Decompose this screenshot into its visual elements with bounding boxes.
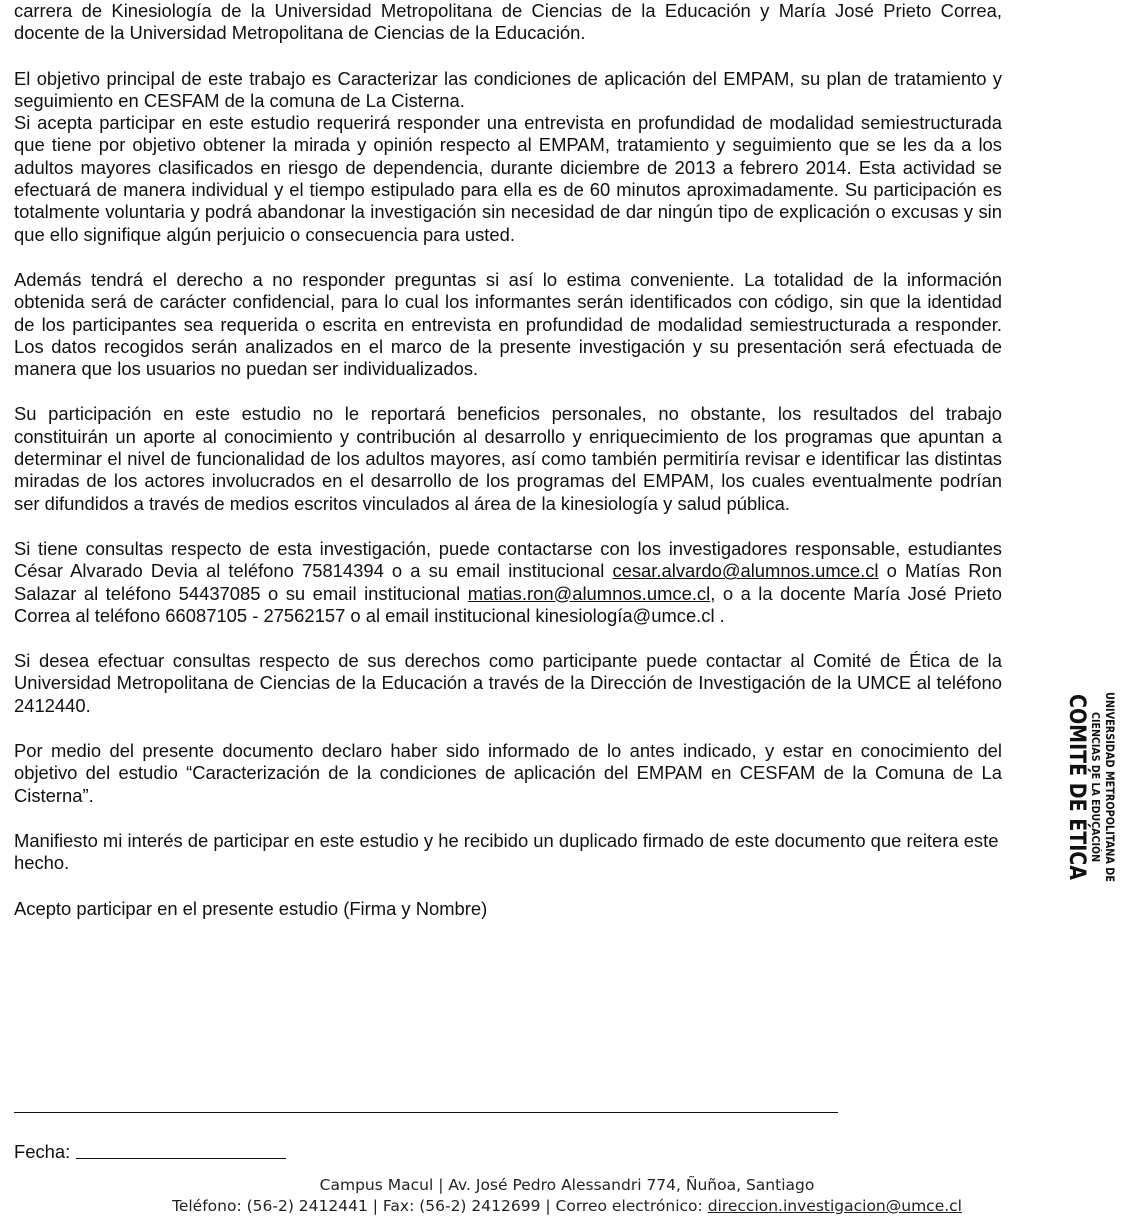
paragraph-interest: Manifiesto mi interés de participar en este estudio y he recibido un duplicado firmado de este documento que reitera este hecho. (14, 829, 999, 874)
paragraph-objective: El objetivo principal de este trabajo es Caracterizar las condiciones de aplicación del EMPAM, su plan de tratamiento y seguimiento en CESFAM de la comuna de La Cisterna. (14, 67, 1002, 111)
footer-contact-line (0, 1196, 1134, 1217)
paragraph-confidentiality: Además tendrá el derecho a no responder preguntas si así lo estima conveniente. La totalidad de la información obtenida será de carácter confidencial, para lo cual los informantes serán identificados con código, sin que la identidad de los participantes sea requerida o escrita en entrevista en profundidad de modalidad semiestructurada a responder. Los datos recogidos serán analizados en el marco de la presente investigación y su presentación será efectuada de manera que los usuarios no puedan ser individualizados. (14, 268, 1002, 380)
paragraph-participation: Si acepta participar en este estudio requerirá responder una entrevista en profundidad de modalidad semiestructurada que tiene por objetivo obtener la mirada y opinión respecto al EMPAM, tratamiento y seguimiento que se les da a los adultos mayores clasificados en riesgo de dependencia, durante diciembre de 2013 a febrero 2014. Esta actividad se efectuará de manera individual y el tiempo estipulado para ella es de 60 minutos aproximadamente. Su participación es totalmente voluntaria y podrá abandonar la investigación sin necesidad de dar ningún tipo de explicación o excusas y sin que ello signifique algún perjuicio o consecuencia para usted. (14, 112, 1002, 245)
document-body (14, 0, 1002, 943)
footer-address: Campus Macul | Av. José Pedro Alessandri 774, Ñuñoa, Santiago (319, 1176, 815, 1194)
stamp-line-university: UNIVERSIDAD METROPOLITANA DE (1103, 692, 1117, 885)
contact-text-1: Si tiene consultas respecto de esta investigación, puede contactarse con los investigadores responsable, estudiantes César Alvarado Devia al teléfono 75814394 o a su email institucional (14, 537, 1002, 582)
footer-email-link[interactable]: direccion.investigacion@umce.cl (707, 1197, 962, 1215)
stamp-line-committee: COMITÉ DE ÉTICA (1064, 694, 1089, 885)
paragraph-benefits: Su participación en este estudio no le reportará beneficios personales, no obstante, los resultados del trabajo constituirán un aporte al conocimiento y contribución al desarrollo y enriquecimiento de los programas que apuntan a determinar el nivel de funcionalidad de los adultos mayores, así como también permitiría revisar e identificar las distintas miradas de los actores involucrados en el desarrollo de los programas del EMPAM, los cuales eventualmente podrían ser difundidos a través de medios escritos vinculados al área de la kinesiología y salud pública. (14, 403, 1002, 514)
footer-phone-fax: Teléfono: (56-2) 2412441 | Fax: (56-2) 2412699 | Correo electrónico: (171, 1197, 708, 1215)
date-label: Fecha: (14, 1141, 71, 1162)
paragraph-declaration: Por medio del presente documento declaro haber sido informado de lo antes indicado, y estar en conocimiento del objetivo del estudio “Caracterización de la condiciones de aplicación del EMPAM en CESFAM de la Comuna de La Cisterna”. (14, 740, 1002, 806)
signature-line[interactable] (14, 1112, 838, 1113)
accept-label: Acepto participar en el presente estudio (Firma y Nombre) (14, 897, 488, 919)
page-footer (0, 1175, 1134, 1217)
contact-text-3: , o a la docente María José Prieto Correa al teléfono 66087105 - 27562157 o al email institucional kinesiología@umce.cl . (14, 582, 1002, 626)
paragraph-contact (14, 538, 1002, 627)
paragraph-intro-continuation: carrera de Kinesiología de la Universidad Metropolitana de Ciencias de la Educación y María José Prieto Correa, docente de la Universidad Metropolitana de Ciencias de la Educación. (14, 0, 1002, 44)
ethics-committee-stamp (1033, 690, 1119, 885)
contact-text-2: o Matías Ron Salazar al teléfono 54437085 o su email institucional (14, 560, 1002, 604)
stamp-line-ciencias: CIENCIAS DE LA EDUCACIÓN (1089, 712, 1102, 885)
date-input-line[interactable] (76, 1158, 286, 1159)
paragraph-rights: Si desea efectuar consultas respecto de sus derechos como participante puede contactar al Comité de Ética de la Universidad Metropolitana de Ciencias de la Educación a través de la Dirección de Investigación de la UMCE al teléfono 2412440. (14, 650, 1002, 716)
date-field (14, 1141, 286, 1163)
stamp-graphic (1033, 690, 1119, 885)
email-link-cesar[interactable]: cesar.alvardo@alumnos.umce.cl (612, 560, 879, 582)
email-link-matias[interactable]: matias.ron@alumnos.umce.cl (467, 582, 711, 604)
